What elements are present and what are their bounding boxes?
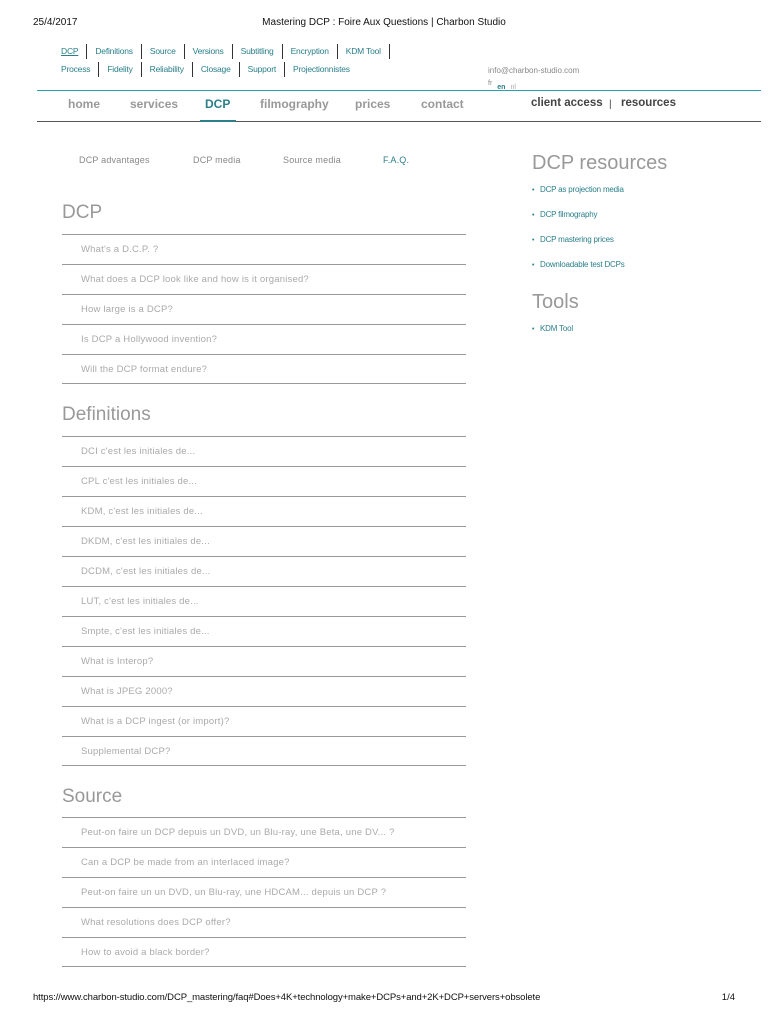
faq-question[interactable]: Supplemental DCP? (62, 736, 466, 766)
sidebar-resources-title: DCP resources (532, 152, 668, 174)
lang-fr[interactable]: fr (488, 80, 493, 87)
faq-question[interactable]: DKDM, c'est les initiales de... (62, 526, 466, 556)
sidebar-link[interactable] (532, 324, 752, 349)
faq-question[interactable]: LUT, c'est les initiales de... (62, 586, 466, 616)
faq-question[interactable]: What is a DCP ingest (or import)? (62, 706, 466, 736)
section-title-dcp: DCP (62, 202, 103, 223)
faq-question[interactable]: How large is a DCP? (62, 294, 466, 324)
section-title-source: Source (62, 786, 123, 807)
toplink-process[interactable]: Process (61, 63, 91, 74)
toplink-support[interactable]: Support (239, 62, 284, 77)
nav-contact[interactable]: contact (421, 97, 464, 111)
sidebar-link-label: DCP mastering prices (540, 235, 614, 244)
toplink-subtitling[interactable]: Subtitling (232, 44, 282, 59)
toplink-reliability[interactable]: Reliability (141, 62, 192, 77)
faq-question[interactable]: DCDM, c'est les initiales de... (62, 556, 466, 586)
faq-question[interactable]: Is DCP a Hollywood invention? (62, 324, 466, 354)
faq-question[interactable]: What is Interop? (62, 646, 466, 676)
toplink-closage[interactable]: Closage (192, 62, 239, 77)
faq-question[interactable]: CPL c'est les initiales de... (62, 466, 466, 496)
sidebar-link[interactable] (532, 210, 752, 235)
sidebar-resources-list (532, 185, 752, 285)
main-nav (37, 90, 761, 122)
sidebar-link-label: KDM Tool (540, 324, 573, 333)
print-url: https://www.charbon-studio.com/DCP_mastering/faq#Does+4K+technology+make+DCPs+and+2K+DCP+servers+obsolete (33, 992, 541, 1003)
print-page-number: 1/4 (721, 992, 735, 1003)
sidebar-link-label: DCP filmography (540, 210, 598, 219)
faq-question[interactable]: KDM, c'est les initiales de... (62, 496, 466, 526)
nav-prices[interactable]: prices (355, 97, 391, 111)
sidebar (532, 152, 752, 349)
bullet-icon: • (532, 237, 535, 244)
subnav-source-media[interactable]: Source media (283, 155, 341, 165)
sidebar-link[interactable] (532, 235, 752, 260)
sidebar-tools-title: Tools (532, 291, 579, 313)
toplink-source[interactable]: Source (141, 44, 184, 59)
sidebar-link-label: DCP as projection media (540, 185, 624, 194)
faq-list-dcp (62, 234, 466, 384)
faq-question[interactable]: Will the DCP format endure? (62, 354, 466, 384)
nav-filmography[interactable]: filmography (260, 97, 329, 111)
print-title: Mastering DCP : Foire Aux Questions | Charbon Studio (262, 17, 506, 28)
toplink-kdm-tool[interactable]: KDM Tool (337, 44, 390, 59)
lang-nl[interactable]: nl (510, 84, 516, 91)
toplink-fidelity[interactable]: Fidelity (98, 62, 140, 77)
print-date: 25/4/2017 (33, 17, 78, 28)
bullet-icon: • (532, 262, 535, 269)
subnav-dcp-media[interactable]: DCP media (193, 155, 241, 165)
faq-question[interactable]: What does a DCP look like and how is it organised? (62, 264, 466, 294)
faq-question[interactable]: Peut-on faire un DCP depuis un DVD, un Blu-ray, une Beta, une DV... ? (62, 817, 466, 847)
sidebar-link[interactable] (532, 260, 752, 285)
toplink-projectionnistes[interactable]: Projectionnistes (284, 62, 358, 77)
toplink-versions[interactable]: Versions (184, 44, 232, 59)
faq-question[interactable]: DCI c'est les initiales de... (62, 436, 466, 466)
faq-question[interactable]: What's a D.C.P. ? (62, 234, 466, 264)
nav-dcp[interactable]: DCP (205, 97, 231, 111)
top-links-row-2 (57, 60, 477, 78)
faq-question[interactable]: Smpte, c'est les initiales de... (62, 616, 466, 646)
subnav-faq[interactable]: F.A.Q. (383, 155, 410, 165)
lang-en[interactable]: en (497, 84, 506, 91)
nav-active-indicator (200, 120, 236, 122)
print-header (0, 17, 768, 31)
bullet-icon: • (532, 326, 535, 333)
toplink-encryption[interactable]: Encryption (282, 44, 337, 59)
faq-question[interactable]: What is JPEG 2000? (62, 676, 466, 706)
nav-home[interactable]: home (68, 97, 101, 111)
bullet-icon: • (532, 212, 535, 219)
sidebar-link-label: Downloadable test DCPs (540, 260, 625, 269)
faq-list-source (62, 817, 466, 967)
faq-question[interactable]: Can a DCP be made from an interlaced image? (62, 847, 466, 877)
nav-separator: | (609, 99, 612, 110)
nav-resources[interactable]: resources (621, 97, 676, 109)
nav-services[interactable]: services (130, 97, 179, 111)
toplink-dcp[interactable]: DCP (61, 45, 79, 56)
sidebar-link[interactable] (532, 185, 752, 210)
faq-question[interactable]: What resolutions does DCP offer? (62, 907, 466, 937)
contact-email[interactable]: info@charbon-studio.com (488, 66, 580, 75)
nav-client-access[interactable]: client access (531, 97, 603, 109)
top-links-row-1 (57, 42, 477, 60)
sidebar-tools-list (532, 324, 752, 349)
faq-question[interactable]: How to avoid a black border? (62, 937, 466, 967)
faq-list-definitions (62, 436, 466, 766)
top-links (57, 42, 477, 78)
section-title-definitions: Definitions (62, 404, 151, 425)
faq-question[interactable]: Peut-on faire un un DVD, un Blu-ray, une HDCAM... depuis un DCP ? (62, 877, 466, 907)
toplink-definitions[interactable]: Definitions (86, 44, 141, 59)
subnav-dcp-advantages[interactable]: DCP advantages (79, 155, 150, 165)
bullet-icon: • (532, 187, 535, 194)
